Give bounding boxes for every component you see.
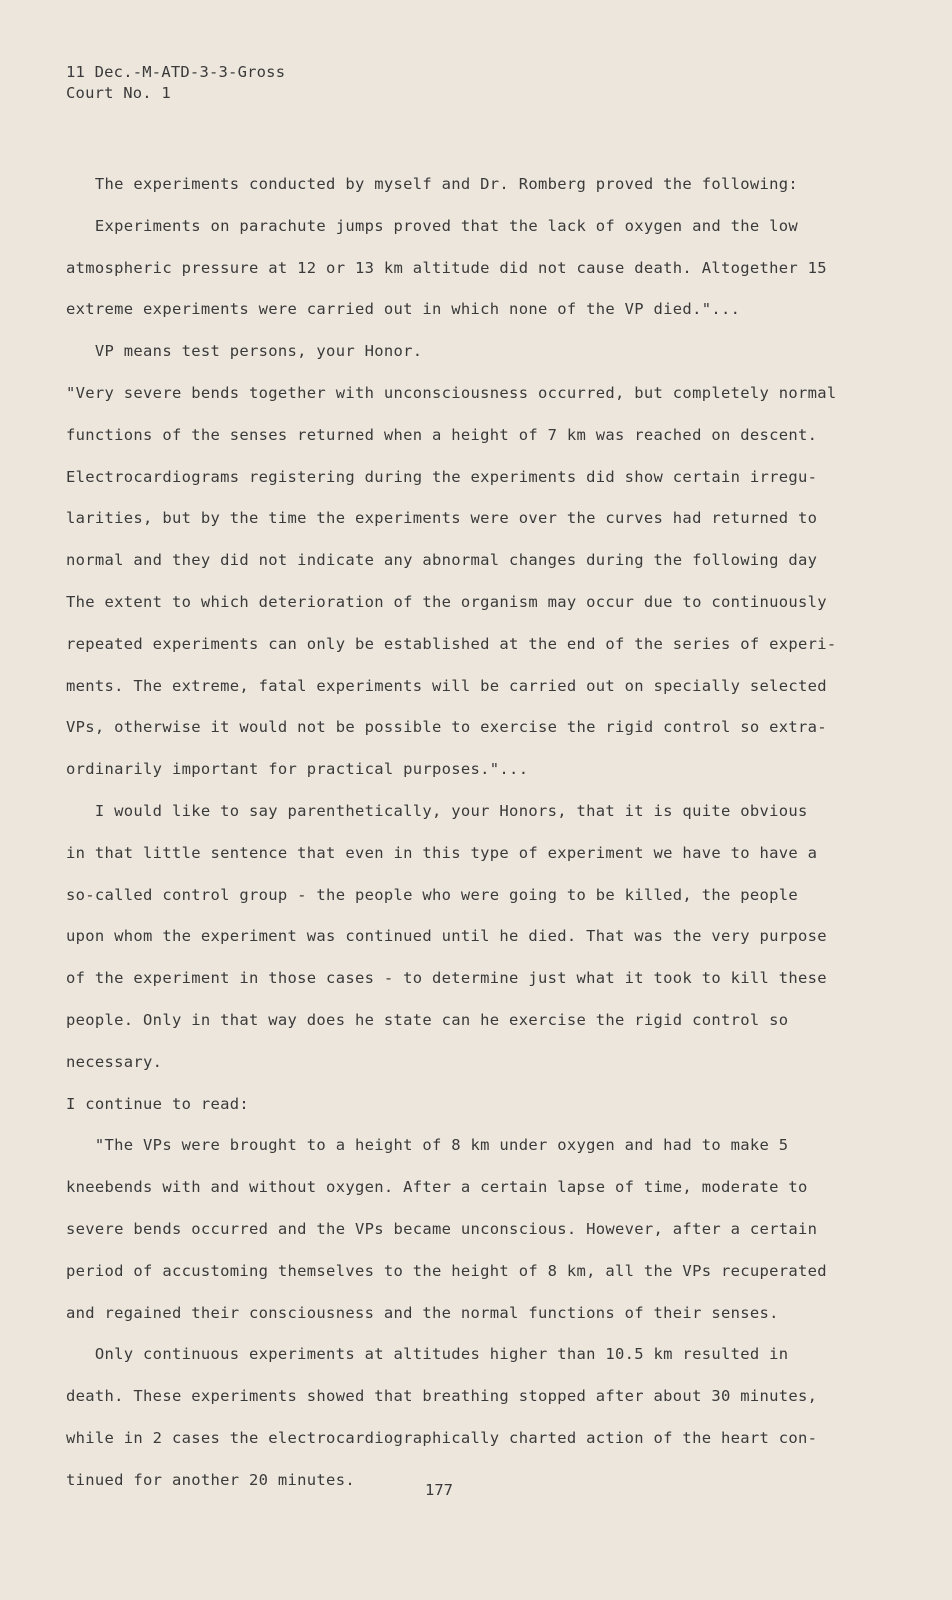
text-line: severe bends occurred and the VPs became unconscious. However, after a certain [66, 1219, 818, 1238]
text-line: necessary. [66, 1052, 163, 1071]
text-line: larities, but by the time the experiments were over the curves had returned to [66, 509, 818, 528]
text-line: death. These experiments showed that breathing stopped after about 30 minutes, [66, 1387, 818, 1406]
text-line: period of accustoming themselves to the height of 8 km, all the VPs recuperated [66, 1261, 827, 1280]
text-line: ordinarily important for practical purposes."... [66, 760, 529, 779]
header-court: Court No. 1 [66, 84, 171, 102]
text-line: I would like to say parenthetically, your Honors, that it is quite obvious [66, 801, 808, 820]
header-reference: 11 Dec.-M-ATD-3-3-Gross [66, 63, 286, 81]
document-body [66, 164, 886, 1502]
text-line: "The VPs were brought to a height of 8 km under oxygen and had to make 5 [66, 1136, 789, 1155]
document-header [66, 62, 285, 104]
text-line: normal and they did not indicate any abnormal changes during the following day [66, 551, 818, 570]
text-line: functions of the senses returned when a height of 7 km was reached on descent. [66, 425, 818, 444]
text-line: "Very severe bends together with unconsciousness occurred, but completely normal [66, 383, 837, 402]
text-line: VPs, otherwise it would not be possible to exercise the rigid control so extra- [66, 718, 827, 737]
text-line: and regained their consciousness and the normal functions of their senses. [66, 1303, 779, 1322]
text-line: of the experiment in those cases - to determine just what it took to kill these [66, 969, 827, 988]
text-line: Electrocardiograms registering during the experiments did show certain irregu- [66, 467, 818, 486]
text-line: kneebends with and without oxygen. After a certain lapse of time, moderate to [66, 1178, 808, 1197]
text-line: upon whom the experiment was continued until he died. That was the very purpose [66, 927, 827, 946]
text-line: so-called control group - the people who were going to be killed, the people [66, 885, 799, 904]
text-line: The extent to which deterioration of the organism may occur due to continuously [66, 592, 827, 611]
text-line: ments. The extreme, fatal experiments will be carried out on specially selected [66, 676, 827, 695]
text-line: in that little sentence that even in this type of experiment we have to have a [66, 843, 818, 862]
text-line: Experiments on parachute jumps proved that the lack of oxygen and the low [66, 216, 799, 235]
page-number: 177 [425, 1481, 453, 1499]
text-line: while in 2 cases the electrocardiographically charted action of the heart con- [66, 1428, 818, 1447]
text-line: tinued for another 20 minutes. [66, 1470, 355, 1489]
text-line: The experiments conducted by myself and Dr. Romberg proved the following: [66, 175, 799, 193]
text-line: I continue to read: [66, 1094, 250, 1113]
text-line: atmospheric pressure at 12 or 13 km altitude did not cause death. Altogether 15 [66, 258, 827, 277]
text-line: people. Only in that way does he state can he exercise the rigid control so [66, 1010, 789, 1029]
text-line: extreme experiments were carried out in which none of the VP died."... [66, 300, 741, 319]
text-line: VP means test persons, your Honor. [66, 342, 423, 361]
text-line: Only continuous experiments at altitudes higher than 10.5 km resulted in [66, 1345, 789, 1364]
text-line: repeated experiments can only be established at the end of the series of experi- [66, 634, 837, 653]
